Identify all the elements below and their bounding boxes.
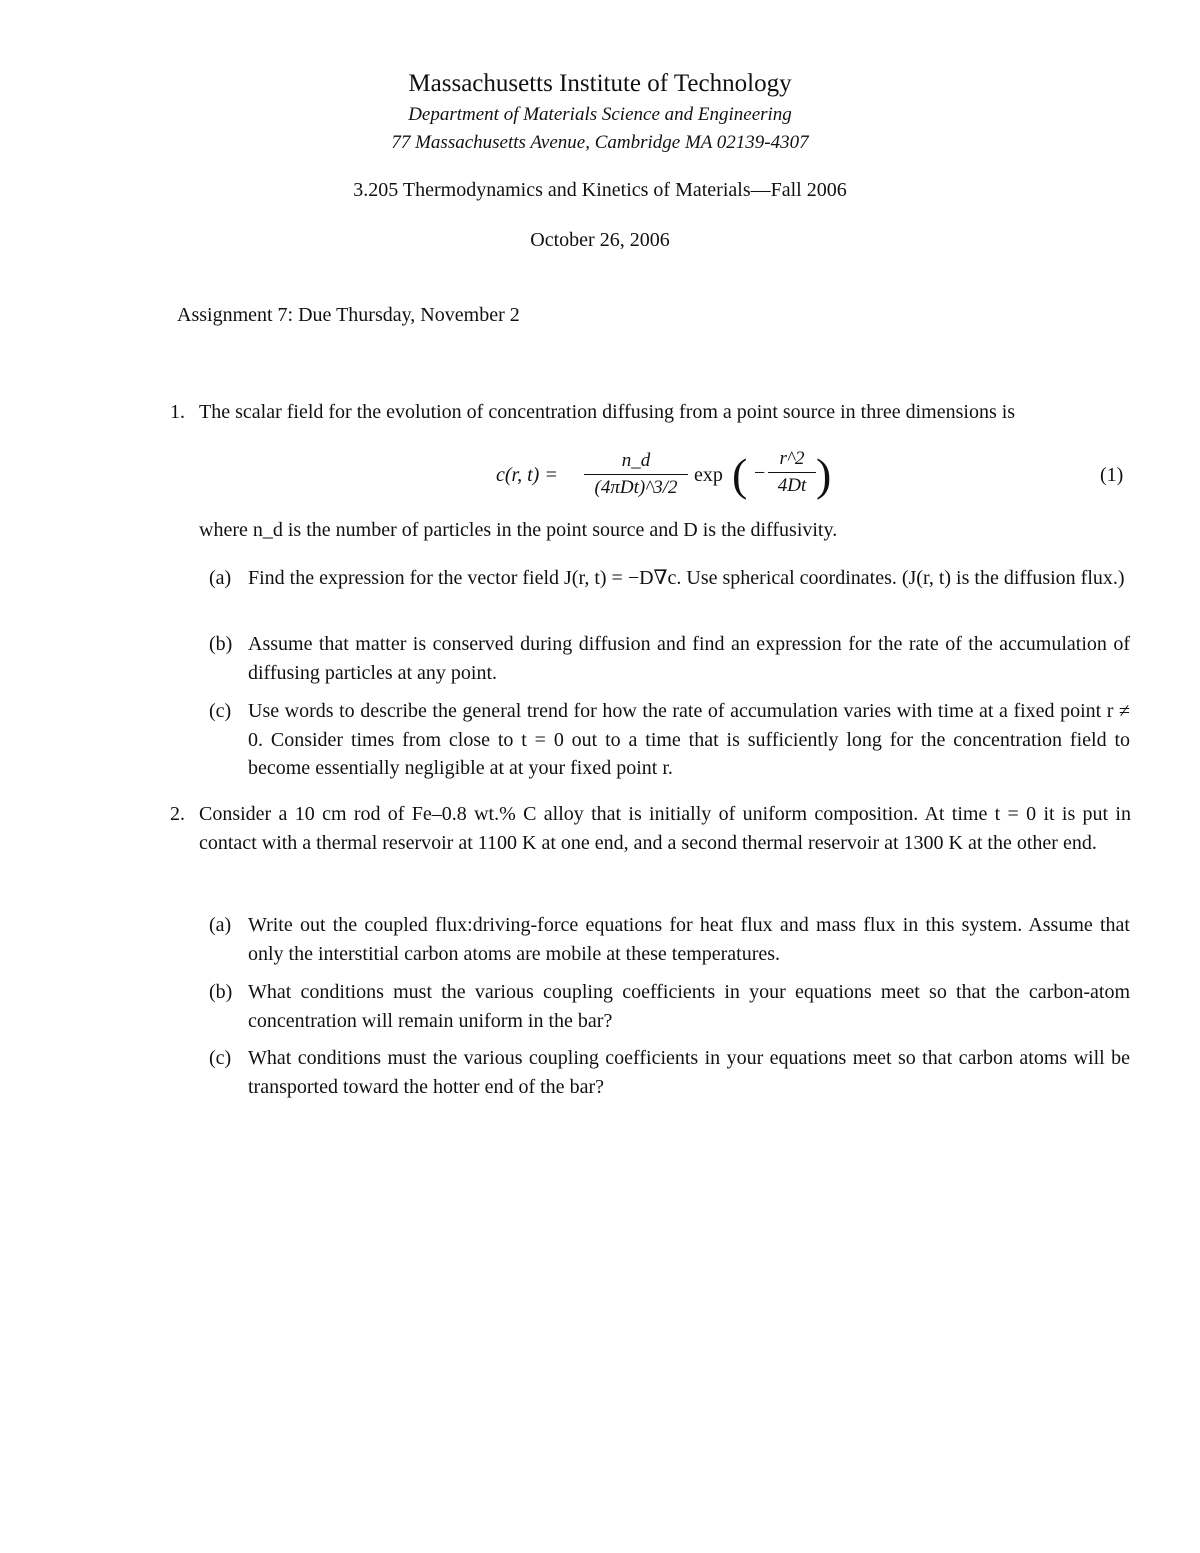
assignment-title: Assignment 7: Due Thursday, November 2: [177, 304, 520, 326]
equation-inner-fraction: [768, 448, 816, 497]
equation-1: [496, 446, 836, 510]
equation-numerator: n_d: [621, 450, 651, 471]
problem-1-number: 1.: [170, 401, 185, 423]
equation-main-fraction: [584, 450, 688, 499]
problem-1-after: where n_d is the number of particles in the point source and D is the diffusivity.: [199, 519, 838, 541]
problem-1b-text: Assume that matter is conserved during diffusion and find an expression for the rate of the accumulation of diffusing particles at any point.: [248, 633, 1130, 684]
inner-fraction-bar: [768, 472, 816, 473]
equation-right-paren: ): [816, 449, 832, 500]
equation-number: (1): [1100, 464, 1124, 486]
equation-lhs: c(r, t) =: [496, 464, 558, 486]
equation-inner-denominator: 4Dt: [777, 475, 807, 496]
equation-minus: −: [754, 462, 766, 484]
problem-1c-label: (c): [209, 700, 232, 722]
problem-1-intro: The scalar field for the evolution of concentration diffusing from a point source in three dimensions is: [199, 401, 1016, 423]
problem-2-number: 2.: [170, 803, 185, 825]
problem-1a-label: (a): [209, 567, 232, 589]
problem-1a-text: Find the expression for the vector field J(r, t) = −D∇c. Use spherical coordinates. (J(r, t) is the diffusion flux.): [248, 567, 1125, 589]
problem-2a-text: Write out the coupled flux:driving-force equations for heat flux and mass flux in this system. Assume that only the interstitial carbon atoms are mobile at these temperatures.: [248, 914, 1130, 965]
problem-2c-text: What conditions must the various coupling coefficients in your equations meet so that carbon atoms will be transported toward the hotter end of the bar?: [248, 1047, 1130, 1098]
problem-2a-label: (a): [209, 914, 232, 936]
department-name: Department of Materials Science and Engineering: [408, 104, 792, 125]
fraction-bar: [584, 474, 688, 475]
document-date: October 26, 2006: [530, 229, 670, 251]
address: 77 Massachusetts Avenue, Cambridge MA 02139-4307: [391, 132, 809, 153]
institution-title: Massachusetts Institute of Technology: [408, 70, 792, 97]
problem-2b-text: What conditions must the various coupling coefficients in your equations meet so that the carbon-atom concentration will remain uniform in the bar?: [248, 981, 1130, 1032]
equation-left-paren: (: [732, 449, 748, 500]
course-title: 3.205 Thermodynamics and Kinetics of Materials—Fall 2006: [353, 179, 847, 201]
problem-1c-text: Use words to describe the general trend for how the rate of accumulation varies with time at a fixed point r ≠ 0. Consider times from close to t = 0 out to a time that is sufficiently long for the concentration field to become essentially negligible at at your fixed point r.: [248, 700, 1130, 779]
problem-2b-label: (b): [209, 981, 233, 1003]
equation-denominator: (4πDt)^3/2: [594, 477, 678, 498]
equation-inner-numerator: r^2: [779, 448, 805, 469]
problem-2c-label: (c): [209, 1047, 232, 1069]
problem-2-intro: Consider a 10 cm rod of Fe–0.8 wt.% C alloy that is initially of uniform composition. At time t = 0 it is put in contact with a thermal reservoir at 1100 K at one end, and a second thermal reservoir at 1300 K at the other end.: [199, 803, 1131, 854]
problem-1b-label: (b): [209, 633, 233, 655]
equation-exp: exp: [694, 464, 723, 486]
